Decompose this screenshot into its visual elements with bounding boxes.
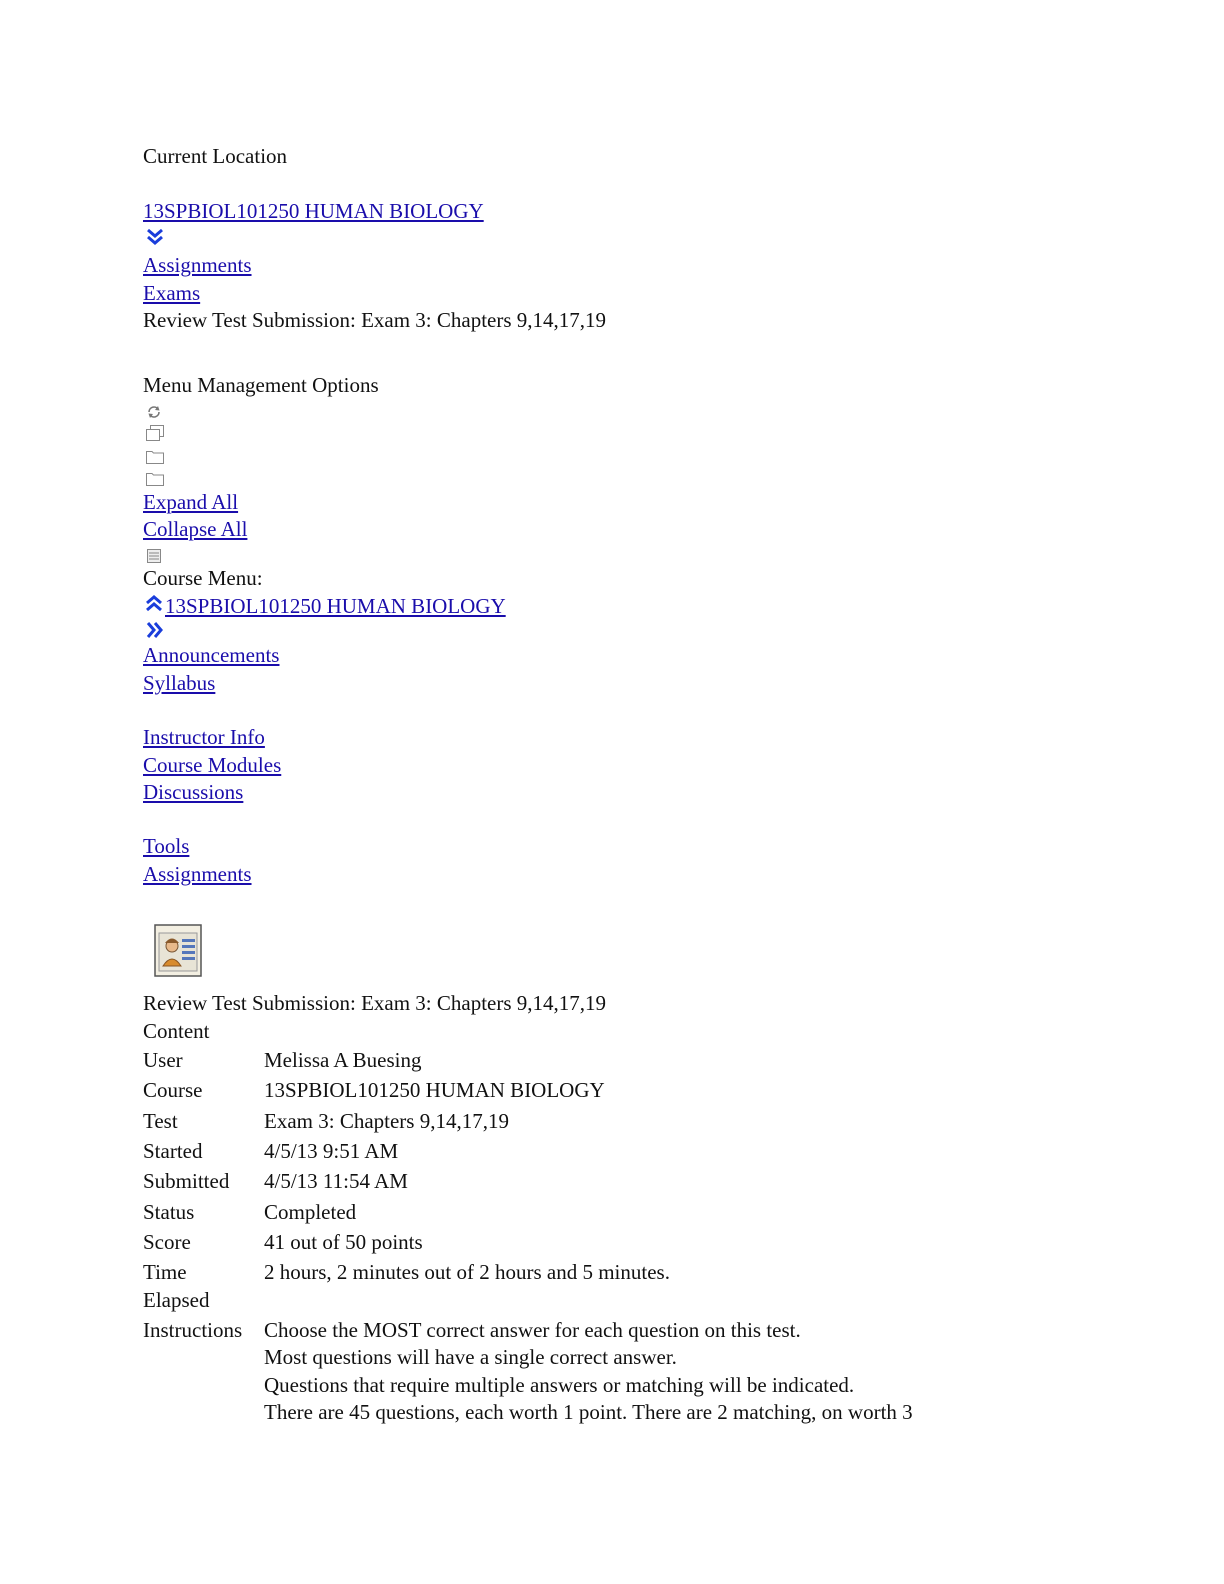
- field-value-started: 4/5/13 9:51 AM: [264, 1139, 399, 1163]
- field-label-course: Course: [143, 1078, 203, 1102]
- field-label-instructions: Instructions: [143, 1318, 243, 1342]
- instructions-line: There are 45 questions, each worth 1 point. There are 2 matching, on worth 3: [264, 1400, 913, 1424]
- field-value-test: Exam 3: Chapters 9,14,17,19: [264, 1109, 509, 1133]
- field-label-time: Time: [143, 1260, 187, 1284]
- list-icon[interactable]: [146, 545, 162, 561]
- field-label-score: Score: [143, 1230, 191, 1254]
- menu-item-course-modules[interactable]: Course Modules: [143, 753, 282, 777]
- folder-icon[interactable]: [145, 446, 165, 463]
- field-label-user: User: [143, 1048, 183, 1072]
- field-value-status: Completed: [264, 1200, 357, 1224]
- folder-icon[interactable]: [145, 468, 165, 485]
- course-menu-course-link[interactable]: 13SPBIOL101250 HUMAN BIOLOGY: [165, 594, 506, 618]
- test-submission-icon: [154, 924, 204, 978]
- chevron-double-down-icon[interactable]: [145, 227, 165, 247]
- breadcrumb-exams-link[interactable]: Exams: [143, 281, 201, 305]
- field-label-status: Status: [143, 1200, 195, 1224]
- menu-item-syllabus[interactable]: Syllabus: [143, 671, 216, 695]
- field-value-submitted: 4/5/13 11:54 AM: [264, 1169, 408, 1193]
- field-label-submitted: Submitted: [143, 1169, 230, 1193]
- windows-icon[interactable]: [145, 423, 165, 441]
- menu-item-tools[interactable]: Tools: [143, 834, 190, 858]
- collapse-all-link[interactable]: Collapse All: [143, 517, 248, 541]
- chevron-double-right-icon[interactable]: [145, 620, 165, 640]
- content-section-heading: Content: [143, 1019, 210, 1043]
- expand-all-link[interactable]: Expand All: [143, 490, 239, 514]
- refresh-icon[interactable]: [146, 401, 162, 417]
- field-label-started: Started: [143, 1139, 203, 1163]
- menu-item-discussions[interactable]: Discussions: [143, 780, 244, 804]
- field-value-score: 41 out of 50 points: [264, 1230, 423, 1254]
- menu-item-assignments[interactable]: Assignments: [143, 862, 252, 886]
- field-value-time-elapsed: 2 hours, 2 minutes out of 2 hours and 5 minutes.: [264, 1260, 670, 1284]
- breadcrumb-assignments-link[interactable]: Assignments: [143, 253, 252, 277]
- breadcrumb-course-link[interactable]: 13SPBIOL101250 HUMAN BIOLOGY: [143, 199, 484, 223]
- breadcrumb-current: Review Test Submission: Exam 3: Chapters 9,14,17,19: [143, 308, 607, 332]
- menu-item-announcements[interactable]: Announcements: [143, 643, 280, 667]
- field-label-test: Test: [143, 1109, 178, 1133]
- menu-management-heading: Menu Management Options: [143, 373, 379, 397]
- menu-item-instructor-info[interactable]: Instructor Info: [143, 725, 265, 749]
- course-menu-heading: Course Menu:: [143, 566, 263, 590]
- field-value-user: Melissa A Buesing: [264, 1048, 422, 1072]
- instructions-line: Choose the MOST correct answer for each question on this test.: [264, 1318, 801, 1342]
- instructions-line: Questions that require multiple answers or matching will be indicated.: [264, 1373, 855, 1397]
- instructions-line: Most questions will have a single correct answer.: [264, 1345, 677, 1369]
- page-title: Review Test Submission: Exam 3: Chapters 9,14,17,19: [143, 991, 607, 1015]
- field-value-course: 13SPBIOL101250 HUMAN BIOLOGY: [264, 1078, 605, 1102]
- field-label-elapsed: Elapsed: [143, 1288, 210, 1312]
- current-location-heading: Current Location: [143, 144, 288, 168]
- chevron-double-up-icon[interactable]: [144, 594, 164, 612]
